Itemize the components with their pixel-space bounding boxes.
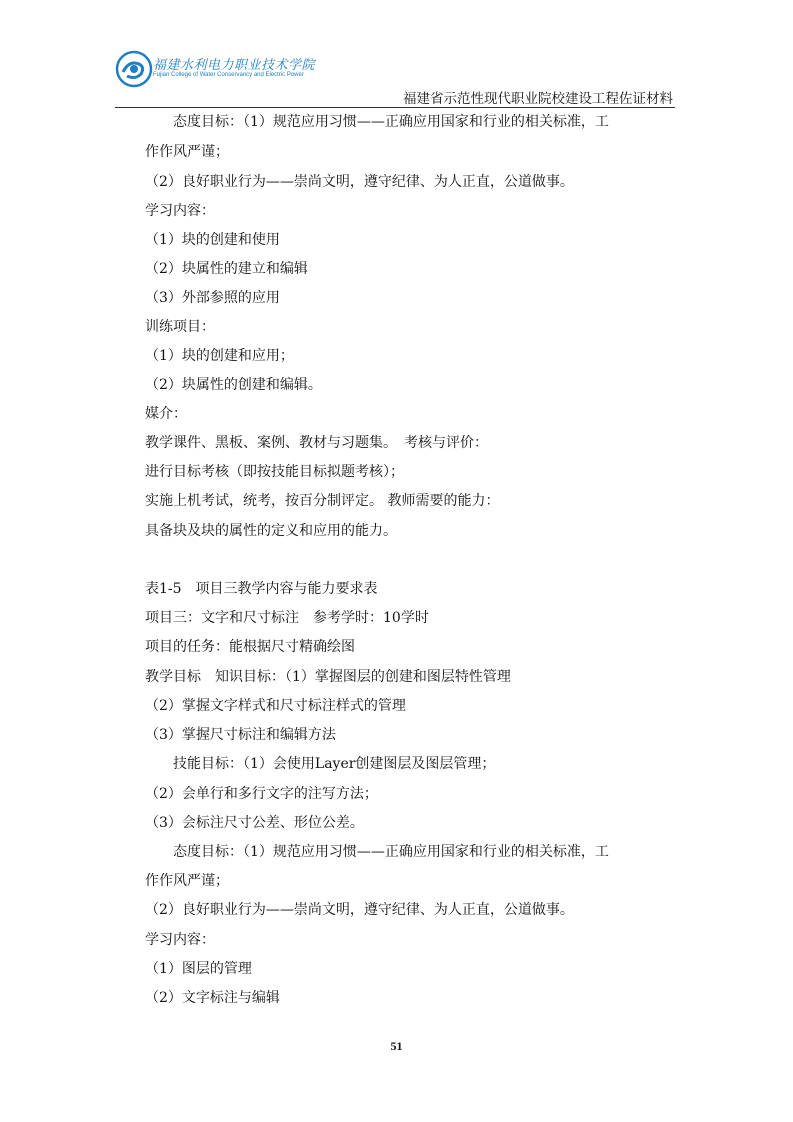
page-number: 51 <box>390 1039 403 1053</box>
college-logo <box>115 48 316 90</box>
logo-title: 福建水利电力职业技术学院 <box>153 58 316 73</box>
text-line: 作作风严谨； <box>145 144 229 160</box>
text-line: 实施上机考试，统考，按百分制评定。 教师需要的能力： <box>145 493 500 509</box>
text-line: 学习内容： <box>145 203 215 219</box>
text-line: （2）良好职业行为——崇尚文明，遵守纪律、为人正直，公道做事。 <box>145 902 574 918</box>
text-line: 态度目标：（1）规范应用习惯——正确应用国家和行业的相关标准，工 <box>173 844 609 860</box>
text-line: （2）会单行和多行文字的注写方法； <box>145 786 378 802</box>
text-line: （2）块属性的创建和编辑。 <box>145 377 322 393</box>
text-line: 媒介： <box>145 406 187 422</box>
text-line: 作作风严谨； <box>145 873 229 889</box>
text-line: （2）文字标注与编辑 <box>145 990 280 1006</box>
text-line: （1）块的创建和应用； <box>145 348 294 364</box>
text-line: 态度目标：（1）规范应用习惯——正确应用国家和行业的相关标准，工 <box>173 114 609 130</box>
logo-subtitle: Fujian College of Water Conservancy and Electric Power <box>153 72 304 78</box>
text-line: 训练项目： <box>145 319 215 335</box>
text-line: （1）块的创建和使用 <box>145 232 280 248</box>
text-line: 进行目标考核（即按技能目标拟题考核）； <box>145 464 404 480</box>
text-line: （3）掌握尺寸标注和编辑方法 <box>145 727 336 743</box>
text-line: （2）掌握文字样式和尺寸标注样式的管理 <box>145 698 406 714</box>
document-header-title: 福建省示范性现代职业院校建设工程佐证材料 <box>403 91 673 107</box>
college-emblem-icon <box>115 50 153 88</box>
text-line: （3）外部参照的应用 <box>145 290 280 306</box>
text-line: 教学目标 知识目标：（1）掌握图层的创建和图层特性管理 <box>145 669 511 685</box>
text-line: （2）良好职业行为——崇尚文明，遵守纪律、为人正直，公道做事。 <box>145 174 574 190</box>
text-line: 项目三：文字和尺寸标注 参考学时：10学时 <box>145 610 429 626</box>
text-line: 教学课件、黑板、案例、教材与习题集。 考核与评价： <box>145 435 488 451</box>
text-line: 技能目标：（1）会使用Layer创建图层及图层管理； <box>173 756 496 772</box>
header-divider <box>115 107 675 108</box>
text-line: 学习内容： <box>145 932 215 948</box>
table-caption: 表1-5 项目三教学内容与能力要求表 <box>145 581 378 597</box>
text-line: 具备块及块的属性的定义和应用的能力。 <box>145 523 397 539</box>
text-line: （1）图层的管理 <box>145 961 252 977</box>
text-line: 项目的任务：能根据尺寸精确绘图 <box>145 639 355 655</box>
text-line: （2）块属性的建立和编辑 <box>145 261 308 277</box>
text-line: （3）会标注尺寸公差、形位公差。 <box>145 815 364 831</box>
